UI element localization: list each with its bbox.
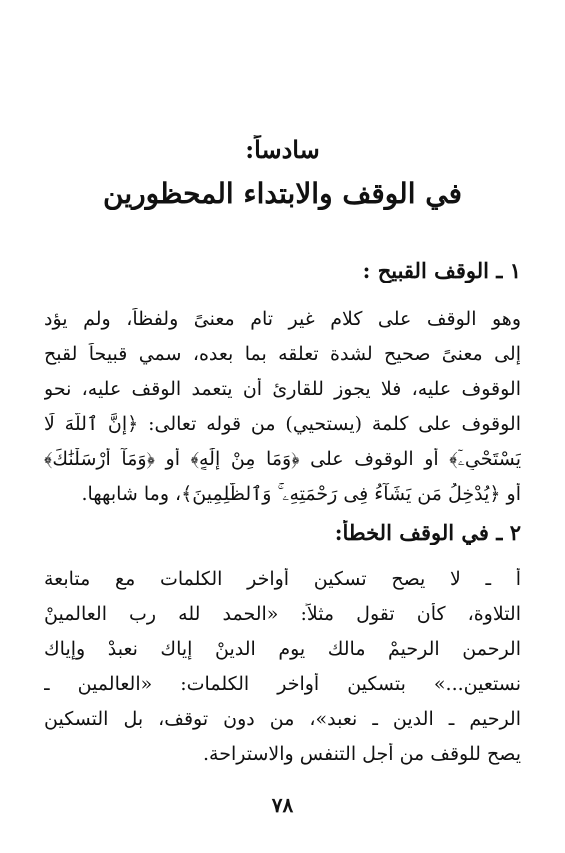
section-1-heading: ١ ـ الوقف القبيح : [362,258,521,283]
section-1-line: الوقوف عليه، فلا يجوز للقارئ أن يتعمد الوقف عليه، نحو [44,378,521,400]
section-1-line: الوقوف على كلمة (يستحيي) من قوله تعالى: ﴿إِنَّ ٱللَّهَ لَا [44,413,521,435]
section-2-heading: ٢ ـ في الوقف الخطأ: [334,520,521,545]
section-2-line: أ ـ لا يصح تسكين أواخر الكلمات مع متابعة [44,568,521,590]
section-2-line: الرحيم ـ الدين ـ نعبد»، من دون توقف، بل التسكين [44,708,521,730]
section-2-line: يصح للوقف من أجل التنفس والاستراحة. [203,743,521,765]
chapter-title: في الوقف والابتداء المحظورين [103,177,462,210]
section-1-line: أو ﴿يُدْخِلُ مَن يَشَآءُ فِى رَحْمَتِهِۦ ۚ وَٱلظَّٰلِمِينَ﴾، وما شابهها. [81,483,521,505]
page-number: ٧٨ [271,793,294,817]
section-1-line: وهو الوقف على كلام غير تام معنىً ولفظاً، ولم يؤد [44,308,521,330]
section-1-line: يَسْتَحْىِۦٓ﴾ أو الوقوف على ﴿وَمَا مِنْ إِلَٰهٍ﴾ أو ﴿وَمَآ أَرْسَلْنَٰكَ﴾ [44,448,521,470]
chapter-number: سادساً: [245,135,320,164]
section-1-line: إلى معنىً صحيح لشدة تعلقه بما بعده، سمي قبيحاً لقبح [44,343,521,365]
section-2-line: التلاوة، كأن تقول مثلاً: «الحمد لله رب العالمينْ [44,603,521,625]
section-2-line: نستعين...» بتسكين أواخر الكلمات: «العالمين ـ [44,673,521,695]
section-2-line: الرحمن الرحيمْ مالك يوم الدينْ إياك نعبدْ وإياك [44,638,521,660]
